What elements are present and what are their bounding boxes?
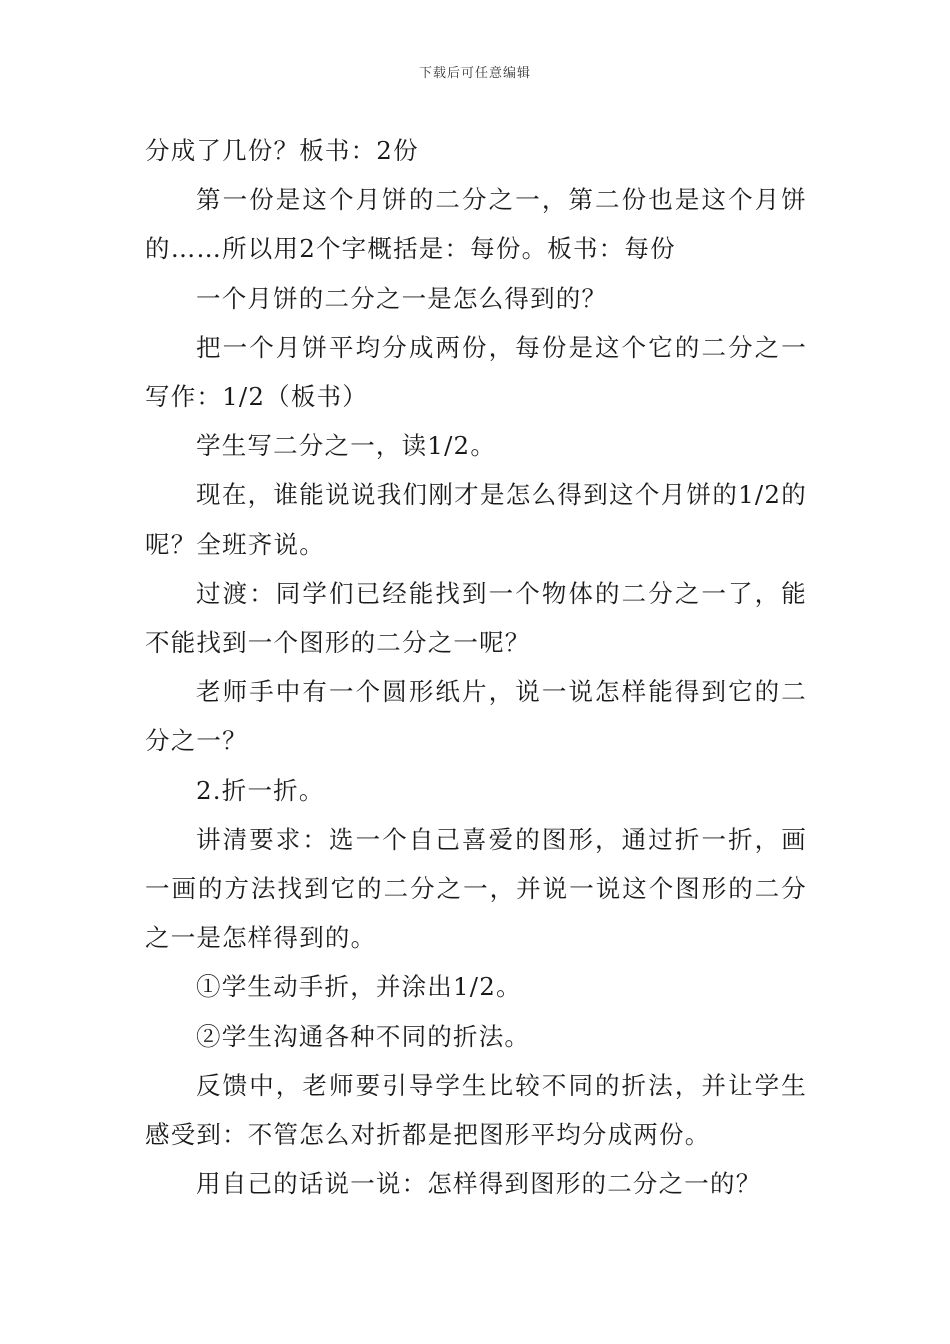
- paragraph-9: 讲清要求：选一个自己喜爱的图形，通过折一折，画一画的方法找到它的二分之一，并说一说这个图形的二分之一是怎样得到的。: [145, 824, 807, 953]
- paragraph-8: 2.折一折。: [196, 775, 325, 805]
- document-body: [145, 126, 807, 1208]
- paragraph-5: 现在，谁能说说我们刚才是怎么得到这个月饼的1/2的呢？全班齐说。: [145, 480, 807, 559]
- paragraph-12: 反馈中，老师要引导学生比较不同的折法，并让学生感受到：不管怎么对折都是把图形平均分成两份。: [145, 1070, 807, 1150]
- paragraph-13: 用自己的话说一说：怎样得到图形的二分之一的？: [196, 1169, 762, 1199]
- paragraph-6: 过渡：同学们已经能找到一个物体的二分之一了，能不能找到一个图形的二分之一呢？: [145, 578, 807, 658]
- paragraph-1: 第一份是这个月饼的二分之一，第二份也是这个月饼的……所以用2个字概括是：每份。板书：每份: [145, 185, 807, 264]
- paragraph-7: 老师手中有一个圆形纸片，说一说怎样能得到它的二分之一？: [145, 677, 807, 756]
- page-header: 下载后可任意编辑: [418, 66, 531, 81]
- paragraph-3: 把一个月饼平均分成两份，每份是这个它的二分之一写作：1/2（板书）: [145, 332, 807, 412]
- paragraph-0: 分成了几份？板书：2份: [145, 136, 419, 165]
- paragraph-10: ①学生动手折，并涂出1/2。: [196, 972, 522, 1002]
- paragraph-2: 一个月饼的二分之一是怎么得到的？: [196, 283, 608, 313]
- paragraph-4: 学生写二分之一，读1/2。: [196, 431, 497, 461]
- paragraph-11: ②学生沟通各种不同的折法。: [196, 1021, 531, 1051]
